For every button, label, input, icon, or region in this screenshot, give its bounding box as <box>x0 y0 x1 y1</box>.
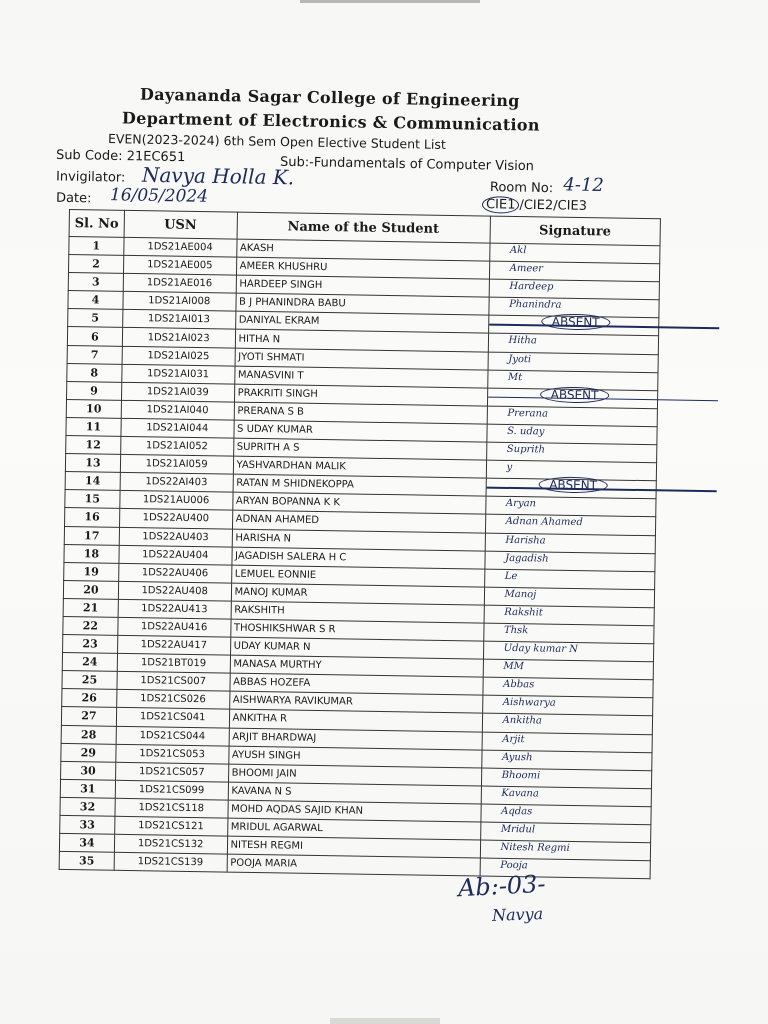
serial-number-cell: 3 <box>68 273 123 292</box>
student-name-cell: PRAKRITI SINGH <box>234 384 487 406</box>
serial-number-cell: 33 <box>60 815 115 834</box>
col-header-signature: Signature <box>490 216 661 246</box>
signature-mark: Phanindra <box>509 299 562 312</box>
serial-number-cell: 17 <box>64 526 119 545</box>
serial-number-cell: 13 <box>65 454 120 473</box>
signature-mark: Hardeep <box>509 281 554 293</box>
usn-cell: 1DS21AU006 <box>120 491 233 511</box>
signature-mark: Kavana <box>501 787 539 800</box>
student-name-cell: ANKITHA R <box>229 710 482 732</box>
serial-number-cell: 28 <box>61 725 116 744</box>
invigilator-label: Invigilator: <box>55 169 126 186</box>
absent-mark: ABSENT <box>541 314 611 331</box>
student-name-cell: AKASH <box>236 239 489 261</box>
serial-number-cell: 7 <box>67 345 122 364</box>
usn-cell: 1DS21CS099 <box>115 780 228 800</box>
student-name-cell: MANASVINI T <box>234 366 487 388</box>
student-name-cell: HITHA N <box>235 330 488 352</box>
signature-mark: Arjit <box>502 733 525 745</box>
usn-cell: 1DS21AI039 <box>121 382 234 402</box>
usn-cell: 1DS21CS026 <box>116 690 229 710</box>
signature-mark: Aqdas <box>501 805 533 818</box>
signature-mark: Mridul <box>500 823 536 836</box>
serial-number-cell: 27 <box>61 707 116 726</box>
student-name-cell: MRIDUL AGARWAL <box>227 818 480 840</box>
serial-number-cell: 6 <box>67 327 122 346</box>
student-name-cell: BHOOMI JAIN <box>228 764 481 786</box>
invigilator-handwritten: Navya Holla K. <box>141 162 295 190</box>
signature-mark: Thsk <box>503 624 529 637</box>
student-name-cell: RAKSHITH <box>231 601 484 623</box>
student-table <box>59 209 661 879</box>
usn-cell: 1DS21AI025 <box>122 346 235 366</box>
serial-number-cell: 30 <box>61 761 116 780</box>
serial-number-cell: 26 <box>62 689 117 708</box>
usn-cell: 1DS21AI008 <box>123 292 236 312</box>
usn-cell: 1DS22AI403 <box>120 473 233 493</box>
room-label: Room No: <box>489 180 554 197</box>
signature-mark: Akl <box>509 244 527 257</box>
serial-number-cell: 12 <box>66 436 121 455</box>
student-name-cell: UDAY KUMAR N <box>230 637 483 659</box>
signature-mark: Adnan Ahamed <box>505 516 583 529</box>
signature-mark: S. uday <box>507 425 545 438</box>
date-label: Date: <box>55 190 92 207</box>
usn-cell: 1DS22AU408 <box>118 581 231 601</box>
usn-cell: 1DS22AU404 <box>119 545 232 565</box>
student-name-cell: MANASA MURTHY <box>230 655 483 677</box>
serial-number-cell: 35 <box>59 852 114 871</box>
usn-cell: 1DS21CS057 <box>115 762 228 782</box>
student-name-cell: MOHD AQDAS SAJID KHAN <box>227 800 480 822</box>
usn-cell: 1DS21CS139 <box>114 852 227 872</box>
student-name-cell: ARYAN BOPANNA K K <box>232 492 485 514</box>
student-name-cell: AMEER KHUSHRU <box>236 257 489 279</box>
serial-number-cell: 29 <box>61 743 116 762</box>
signature-mark: Ameer <box>509 263 544 275</box>
subject-code: Sub Code: 21EC651 <box>55 147 186 166</box>
usn-cell: 1DS21CS044 <box>116 726 229 746</box>
serial-number-cell: 11 <box>66 417 121 436</box>
signature-mark: Harisha <box>505 534 546 547</box>
student-name-cell: ARJIT BHARDWAJ <box>229 728 482 750</box>
student-name-cell: LEMUEL EONNIE <box>231 565 484 587</box>
signature-mark: Prerana <box>507 407 549 420</box>
signature-mark: Rakshit <box>504 606 543 619</box>
serial-number-cell: 2 <box>68 255 123 274</box>
usn-cell: 1DS22AU413 <box>118 599 231 619</box>
serial-number-cell: 24 <box>62 653 117 672</box>
serial-number-cell: 8 <box>67 363 122 382</box>
serial-number-cell: 25 <box>62 671 117 690</box>
usn-cell: 1DS21AI044 <box>121 418 234 438</box>
usn-cell: 1DS22AU406 <box>118 563 231 583</box>
signature-mark: Bhoomi <box>501 769 541 782</box>
signature-mark: Ankitha <box>502 715 542 727</box>
serial-number-cell: 9 <box>67 381 122 400</box>
student-name-cell: JAGADISH SALERA H C <box>231 547 484 569</box>
absent-mark: ABSENT <box>538 477 608 494</box>
serial-number-cell: 14 <box>65 472 120 491</box>
serial-number-cell: 18 <box>64 544 119 563</box>
student-name-cell: B J PHANINDRA BABU <box>235 293 488 315</box>
signature-mark: Le <box>504 570 518 582</box>
signature-mark: Aryan <box>505 498 537 510</box>
student-name-cell: YASHVARDHAN MALIK <box>233 456 486 478</box>
absent-count-note: Ab:-03- <box>457 869 547 903</box>
serial-number-cell: 23 <box>63 635 118 654</box>
student-name-cell: THOSHIKSHWAR S R <box>230 619 483 641</box>
student-name-cell: SUPRITH A S <box>233 438 486 460</box>
serial-number-cell: 1 <box>69 237 124 256</box>
usn-cell: 1DS21AI040 <box>121 400 234 420</box>
col-header-usn: USN <box>124 210 237 239</box>
signature-mark: MM <box>503 661 524 673</box>
student-name-cell: AYUSH SINGH <box>228 746 481 768</box>
usn-cell: 1DS21CS121 <box>114 816 227 836</box>
college-name: Dayananda Sagar College of Engineering <box>139 84 520 111</box>
signature-mark: y <box>506 462 513 474</box>
signature-mark: Pooja <box>500 860 528 872</box>
signature-mark: Manoj <box>504 588 537 601</box>
room-number <box>489 174 605 198</box>
signature-mark: Mt <box>507 371 523 383</box>
student-name-cell: HARISHA N <box>232 529 485 551</box>
usn-cell: 1DS21AI013 <box>122 310 235 330</box>
list-title: EVEN(2023-2024) 6th Sem Open Elective Student List <box>107 131 446 152</box>
student-name-cell: JYOTI SHMATI <box>235 348 488 370</box>
usn-cell: 1DS21CS053 <box>116 744 229 764</box>
invigilator-initials: Navya <box>491 904 544 925</box>
signature-mark: Jyoti <box>508 353 532 365</box>
student-name-cell: ABBAS HOZEFA <box>229 673 482 695</box>
usn-cell: 1DS21BT019 <box>117 653 230 673</box>
signature-mark: Suprith <box>506 443 546 456</box>
usn-cell: 1DS22AU403 <box>119 527 232 547</box>
usn-cell: 1DS22AU416 <box>118 617 231 637</box>
serial-number-cell: 20 <box>63 580 118 599</box>
usn-cell: 1DS21AE005 <box>123 255 236 275</box>
student-name-cell: HARDEEP SINGH <box>236 275 489 297</box>
signature-mark: Nitesh Regmi <box>500 841 570 855</box>
serial-number-cell: 16 <box>65 508 120 527</box>
usn-cell: 1DS21AI052 <box>120 436 233 456</box>
serial-number-cell: 34 <box>59 834 114 853</box>
student-name-cell: AISHWARYA RAVIKUMAR <box>229 691 482 713</box>
student-name-cell: RATAN M SHIDNEKOPPA <box>233 474 486 496</box>
serial-number-cell: 5 <box>68 309 123 328</box>
signature-mark: Hitha <box>508 335 537 347</box>
signature-mark: Aishwarya <box>502 697 556 710</box>
signature-mark: Uday kumar N <box>503 642 579 656</box>
student-name-cell: ADNAN AHAMED <box>232 511 485 533</box>
usn-cell: 1DS21AI059 <box>120 454 233 474</box>
serial-number-cell: 21 <box>63 598 118 617</box>
col-header-sl: Sl. No <box>69 210 124 238</box>
signature-mark: Jagadish <box>505 552 549 565</box>
usn-cell: 1DS21AE004 <box>124 237 237 257</box>
date-handwritten: 16/05/2024 <box>109 185 209 207</box>
col-header-name: Name of the Student <box>237 212 490 243</box>
student-name-cell: PRERANA S B <box>234 402 487 424</box>
usn-cell: 1DS21CS041 <box>116 708 229 728</box>
student-name-cell: MANOJ KUMAR <box>231 583 484 605</box>
department-name: Department of Electronics & Communication <box>121 108 540 135</box>
usn-cell: 1DS21AI031 <box>122 364 235 384</box>
usn-cell: 1DS22AU400 <box>119 509 232 529</box>
student-name-cell: DANIYAL EKRAM <box>235 312 488 334</box>
serial-number-cell: 22 <box>63 616 118 635</box>
scan-edge-line <box>300 0 480 3</box>
student-name-cell: S UDAY KUMAR <box>233 420 486 442</box>
student-name-cell: KAVANA N S <box>228 782 481 804</box>
serial-number-cell: 10 <box>66 399 121 418</box>
serial-number-cell: 31 <box>60 779 115 798</box>
serial-number-cell: 32 <box>60 797 115 816</box>
page-bottom-edge <box>330 1018 440 1024</box>
usn-cell: 1DS21AE016 <box>123 274 236 294</box>
usn-cell: 1DS21CS007 <box>117 672 230 692</box>
usn-cell: 1DS22AU417 <box>117 635 230 655</box>
subject-name: Sub:-Fundamentals of Computer Vision <box>279 154 535 175</box>
serial-number-cell: 19 <box>64 562 119 581</box>
cie-others: /CIE2/CIE3 <box>519 197 588 214</box>
usn-cell: 1DS21CS118 <box>115 798 228 818</box>
cie-selector <box>482 196 587 215</box>
usn-cell: 1DS21AI023 <box>122 328 235 348</box>
usn-cell: 1DS21CS132 <box>114 834 227 854</box>
signature-mark: Ayush <box>501 751 533 763</box>
serial-number-cell: 15 <box>65 490 120 509</box>
absent-mark: ABSENT <box>540 386 610 403</box>
serial-number-cell: 4 <box>68 291 123 310</box>
signature-mark: Abbas <box>503 679 535 691</box>
student-name-cell: POOJA MARIA <box>227 854 480 876</box>
student-name-cell: NITESH REGMI <box>227 836 480 858</box>
cie-selected: CIE1 <box>482 196 520 214</box>
room-handwritten: 4-12 <box>563 174 605 197</box>
